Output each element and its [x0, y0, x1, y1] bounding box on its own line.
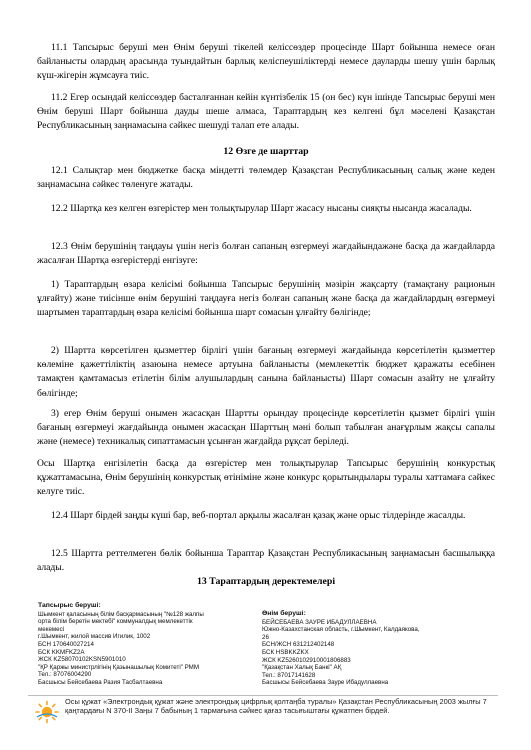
sun-logo-icon [34, 700, 60, 724]
customer-line: БСК KKMFKZ2A [38, 648, 85, 656]
customer-line: г.Шымкент, жилой массив Игилик, 1002 [38, 633, 151, 641]
customer-line: Шымкент қаласының білім басқармасының "№128 жалпы [38, 610, 204, 618]
footer-divider [28, 695, 498, 696]
paragraph-11-1: 11.1 Тапсырыс беруші мен Өнім беруші тікелей келіссөздер процесінде Шарт бойынша немесе оған байланысты олардың арасында туындайтын барлық келіспеушіліктерді немесе дауларды шешу үшін барлық күш-жігерін жұмсауға тиіс. [37, 42, 495, 82]
customer-line: Тел.: 87076004290 [38, 671, 92, 679]
supplier-line: Южно-Казахстанская область, г.Шымкент, Калдаякова, [262, 626, 420, 634]
paragraph-11-2: 11.2 Егер осындай келіссөздер басталғаннан кейін күнтізбелік 15 (он бес) күн ішінде Тапсырыс беруші мен Өнім беруші Шарт бойынша дауды шеше алмаса, Тараптардың кез келгені бұл мәселені Қазақстан Республикасының заңнамасына сәйкес шешуді талап ете алады. [37, 92, 495, 132]
supplier-line: БСК HSBKKZKX [262, 648, 309, 656]
customer-line: ЖСК KZ58070102KSN5901010 [38, 656, 126, 664]
supplier-line: ЖСК KZ5260102910001806883 [262, 656, 351, 664]
customer-title: Тапсырыс беруші: [38, 602, 101, 609]
customer-line: мекемесі [38, 625, 65, 633]
supplier-title: Өнім беруші: [262, 610, 306, 617]
paragraph-12-3-item-2: 2) Шартта көрсетілген қызметтер бірлігі үшін бағаның өзгермеуі жағдайында көрсетілетін қызметтер көлеміне қажеттіліктің азаюына немесе артуына байланысты (мемлекеттік бюджет қаражаты есебінен тамақтен қамтамасыз етілетін білім алушылардың санына байланысты) Шарт сомасын азайту не ұлғайту бөлігінде; [37, 345, 495, 399]
customer-details [38, 602, 258, 687]
customer-line: БСН 170640027214 [38, 640, 94, 648]
paragraph-12-2: 12.2 Шартқа кез келген өзгерістер мен толықтырулар Шарт жасасу нысаны сияқты нысанда жасалады. [51, 203, 472, 214]
customer-line: "ҚР Қаржы министрлігінің Қазынашылық Комитеті" РММ [38, 663, 199, 671]
supplier-line: 26 [262, 633, 269, 641]
supplier-line: Басшысы Бейсебаева Зауре Ибадуллаевна [262, 679, 389, 687]
customer-line: орта білім беретін мектебі" коммуналдық мемлекеттік [38, 618, 193, 626]
section-heading-12: 12 Өзге де шарттар [223, 146, 309, 157]
paragraph-12-3: 12.3 Өнім берушінің таңдауы үшін негіз болған сапаның өзгермеуі жағдайындажәне басқа да жағдайларда жасалған Шартқа өзгерістерді енгізуге: [37, 241, 495, 267]
paragraph-12-3-item-1: 1) Тараптардың өзара келісімі бойынша Тапсырыс берушінің мәзірін жақсарту (тамақтану рационын ұлғайту) және тиісінше өнім берушіні таңдауға негіз болған сапаның және басқа да жағдайлардың өзгермеуі шартымен тараптардың өзара келісімі бойынша шарт сомасын ұлғайту бөлігінде; [37, 279, 495, 319]
supplier-line: Тел.: 87017141628 [262, 671, 316, 679]
customer-line: Басшысы Бейсебаева Разия Тасбалтаевна [38, 678, 163, 686]
supplier-line: БЕЙСЕБАЕВА ЗАУРЕ ИБАДУЛЛАЕВНА [262, 618, 377, 626]
paragraph-12-3-item-3: 3) егер Өнім беруші онымен жасасқан Шартты орындау процесінде көрсетілетін қызмет бірлігі үшін бағаның өзгермеуі жағдайында онымен жасасқан Шарттың мәні болып табылған анағұрлым жақсы сапалы және (немесе) техникалық сипаттамасын ұсынған жағдайда рұқсат беріледі. [37, 408, 495, 448]
supplier-details [262, 610, 492, 687]
paragraph-12-1: 12.1 Салықтар мен бюджетке басқа міндетті төлемдер Қазақстан Республикасының салық және кеден заңнамасына сәйкес төленуге жатады. [37, 165, 495, 191]
paragraph-12-3-tail: Осы Шартқа енгізілетін басқа да өзгерістер мен толықтырулар Тапсырыс берушінің конкурстық құжаттамасына, Өнім берушінің конкурстық өтініміне және конкурс қорытындылары туралы хаттамаға сәйкес келуге тиіс. [37, 458, 495, 498]
section-heading-13: 13 Тараптардың деректемелері [196, 576, 336, 587]
supplier-line: БСН/ЖСН 631212402148 [262, 641, 335, 649]
footer-legal-note: Осы құжат «Электрондық құжат және электрондық цифрлық қолтаңба туралы» Қазақстан Республикасының 2003 жылғы 7 қаңтардағы N 370-II Заңы 7 бабының 1 тармағына сәйкес қағаз тасығыштағы құжатпен бірдей. [65, 697, 487, 716]
paragraph-12-4: 12.4 Шарт бірдей заңды күші бар, веб-портал арқылы жасалған қазақ және орыс тілдерінде жасалды. [51, 510, 466, 521]
supplier-line: "Қазақстан Халық Банкі" АҚ [262, 664, 342, 672]
paragraph-12-5: 12.5 Шартта реттелмеген бөлік бойынша Тараптар Қазақстан Республикасының заңнамасын басшылыққа алады. [37, 548, 495, 574]
